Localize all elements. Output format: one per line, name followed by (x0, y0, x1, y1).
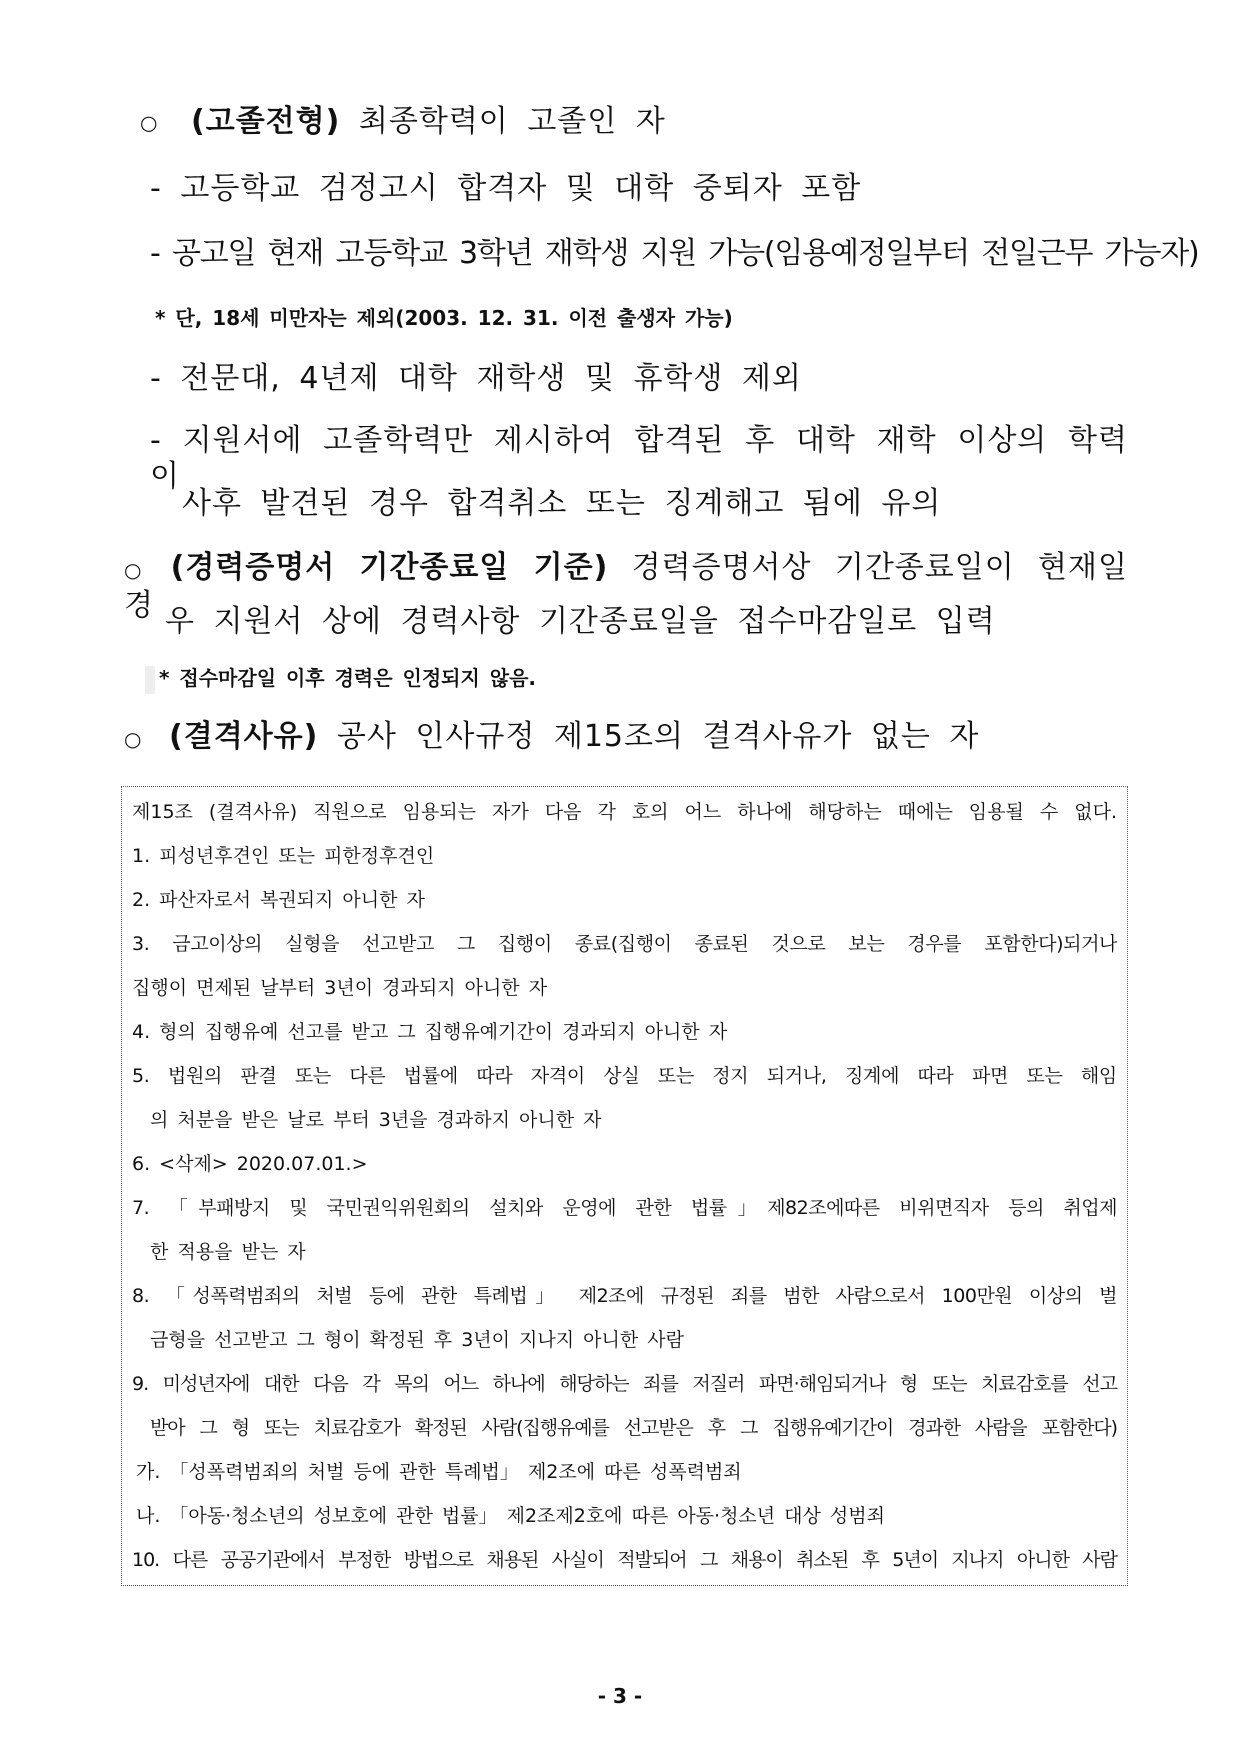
regulation-line: 6. <삭제> 2020.07.01.> (132, 1153, 368, 1175)
regulation-line: 제15조 (결격사유) 직원으로 임용되는 자가 다음 각 호의 어느 하나에 해당하는 때에는 임용될 수 없다. (132, 801, 1117, 823)
regulation-line: 집행이 면제된 날부터 3년이 경과되지 아니한 자 (132, 977, 548, 999)
note: * 단, 18세 미만자는 제외(2003. 12. 31. 이전 출생자 가능) (155, 306, 733, 330)
list-item: - 지원서에 고졸학력만 제시하여 합격된 후 대학 재학 이상의 학력이 (150, 423, 1128, 494)
section-text: 경력증명서상 기간종료일이 현재일 경 (124, 550, 1128, 623)
regulation-line: 받아 그 형 또는 치료감호가 확정된 사람(집행유예를 선고받은 후 그 집행유예기간이 경과한 사람을 포함한다) (150, 1417, 1117, 1439)
bullet: ○ (124, 558, 148, 582)
section-high-school (140, 104, 666, 141)
section-text: 최종학력이 고졸인 자 (358, 104, 666, 139)
section-label: (고졸전형) (191, 104, 341, 139)
regulation-line: 9. 미성년자에 대한 다음 각 목의 어느 하나에 해당하는 죄를 저질러 파면·해임되거나 형 또는 치료감호를 선고 (132, 1373, 1117, 1395)
regulation-line: 4. 형의 집행유예 선고를 받고 그 집행유예기간이 경과되지 아니한 자 (132, 1021, 728, 1043)
regulation-line: 10. 다른 공공기관에서 부정한 방법으로 채용된 사실이 적발되어 그 채용이 취소된 후 5년이 지나지 아니한 사람 (132, 1549, 1117, 1571)
regulation-line: 1. 피성년후견인 또는 피한정후견인 (132, 845, 435, 867)
section-label: (결격사유) (169, 719, 319, 754)
bullet: ○ (124, 727, 143, 751)
regulation-line: 2. 파산자로서 복권되지 아니한 자 (132, 889, 425, 911)
regulation-line: 7. 「부패방지 및 국민권익위원회의 설치와 운영에 관한 법률」제82조에따른 비위면직자 등의 취업제 (132, 1197, 1117, 1219)
list-item: - 고등학교 검정고시 합격자 및 대학 중퇴자 포함 (150, 171, 862, 206)
note-text: * 접수마감일 이후 경력은 인정되지 않음. (159, 666, 536, 690)
regulation-line: 금형을 선고받고 그 형이 확정된 후 3년이 지나지 아니한 사람 (150, 1329, 684, 1351)
page-number: - 3 - (597, 1684, 643, 1708)
list-item-continuation: 사후 발견된 경우 합격취소 또는 징계해고 됨에 유의 (182, 486, 942, 521)
regulation-line: 한 적용을 받는 자 (150, 1241, 306, 1263)
regulation-line: 8. 「성폭력범죄의 처벌 등에 관한 특례법」 제2조에 규정된 죄를 범한 사람으로서 100만원 이상의 벌 (132, 1285, 1117, 1307)
regulation-line: 나. 「아동·청소년의 성보호에 관한 법률」 제2조제2호에 따른 아동·청소년 대상 성범죄 (136, 1505, 885, 1527)
section-disqualification (124, 719, 979, 757)
regulation-line: 3. 금고이상의 실형을 선고받고 그 집행이 종료(집행이 종료된 것으로 보는 경우를 포함한다)되거나 (132, 933, 1117, 955)
regulation-line: 의 처분을 받은 날로 부터 3년을 경과하지 아니한 자 (150, 1109, 602, 1131)
section-text: 공사 인사규정 제15조의 결격사유가 없는 자 (336, 719, 980, 754)
regulation-line: 가. 「성폭력범죄의 처벌 등에 관한 특례법」 제2조에 따른 성폭력범죄 (136, 1461, 742, 1483)
list-item: - 공고일 현재 고등학교 3학년 재학생 지원 가능(임용예정일부터 전일근무 가능자) (150, 236, 1199, 271)
regulation-line: 5. 법원의 판결 또는 다른 법률에 따라 자격이 상실 또는 정지 되거나, 징계에 따라 파면 또는 해임 (132, 1065, 1117, 1087)
list-item: - 전문대, 4년제 대학 재학생 및 휴학생 제외 (150, 361, 802, 396)
note (145, 660, 536, 696)
section-label: (경력증명서 기간종료일 기준) (170, 550, 609, 585)
regulation-box (121, 786, 1128, 1586)
section-text-continuation: 우 지원서 상에 경력사항 기간종료일을 접수마감일로 입력 (165, 604, 996, 639)
bullet: ○ (140, 110, 159, 135)
